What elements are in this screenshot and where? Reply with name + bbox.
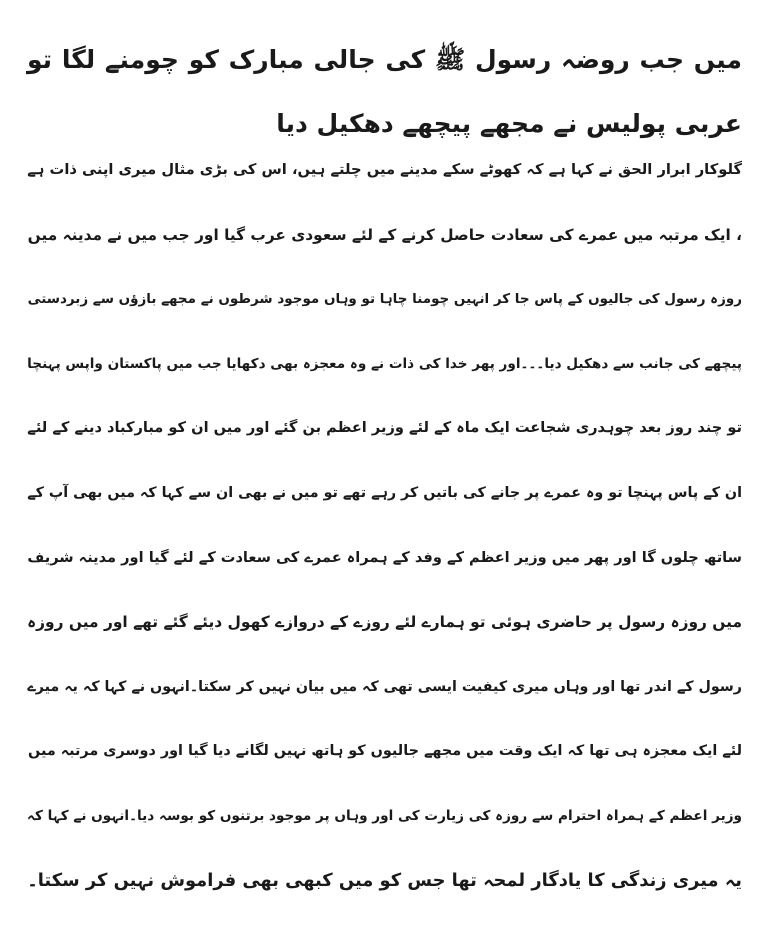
article-line: لئے ایک معجزہ ہی تھا کہ ایک وقت میں مجھے جالیوں کو ہاتھ نہیں لگانے دیا گیا اور دوسری مرتبہ میں xyxy=(28,743,742,760)
article-body xyxy=(27,150,742,925)
article-line: روزہ رسول کی جالیوں کے پاس جا کر انہیں چومنا چاہا تو وہاں موجود شرطوں نے مجھے بازؤں سے زبردستی xyxy=(27,291,742,308)
article-line: ، ایک مرتبہ میں عمرے کی سعادت حاصل کرنے کے لئے سعودی عرب گیا اور جب میں نے مدینہ میں xyxy=(27,225,742,244)
article-line: گلوکار ابرار الحق نے کہا ہے کہ کھوٹے سکے مدینے میں چلتے ہیں، اس کی بڑی مثال میری اپنی ذات ہے xyxy=(27,161,742,178)
article-line: یہ میری زندگی کا یادگار لمحہ تھا جس کو میں کبھی بھی فراموش نہیں کر سکتا۔ xyxy=(27,869,742,891)
article-line: تو چند روز بعد چوہدری شجاعت ایک ماہ کے لئے وزیر اعظم بن گئے اور میں ان کو مبارکباد دینے کے لئے xyxy=(27,419,742,437)
article-line: ساتھ چلوں گا اور پھر میں وزیر اعظم کے وفد کے ہمراہ عمرے کی سعادت کے لئے گیا اور مدینہ شریف xyxy=(27,548,742,566)
article-line: رسول کے اندر تھا اور وہاں میری کیفیت ایسی تھی کہ میں بیان نہیں کر سکتا۔انہوں نے کہا کہ یہ میرے xyxy=(27,678,742,695)
article-line: میں روزہ رسول پر حاضری ہوئی تو ہمارے لئے روزے کے دروازے کھول دیئے گئے تھے اور میں روزہ xyxy=(27,613,742,632)
article-line: پیچھے کی جانب سے دھکیل دیا۔۔۔اور پھر خدا کی ذات نے وہ معجزہ بھی دکھایا جب میں پاکستان واپس پہنچا xyxy=(27,355,742,372)
article-headline: میں جب روضہ رسول ﷺ کی جالی مبارک کو چومنے لگا تو عربی پولیس نے مجھے پیچھے دھکیل دیا xyxy=(27,45,742,138)
article-line: وزیر اعظم کے ہمراہ احترام سے روزہ کی زیارت کی اور وہاں پر موجود برتنوں کو بوسہ دیا۔انہوں نے کہا کہ xyxy=(27,807,742,824)
article-line: ان کے پاس پہنچا تو وہ عمرے پر جانے کی باتیں کر رہے تھے تو میں نے بھی ان سے کہا کہ میں بھی آپ کے xyxy=(27,484,742,501)
